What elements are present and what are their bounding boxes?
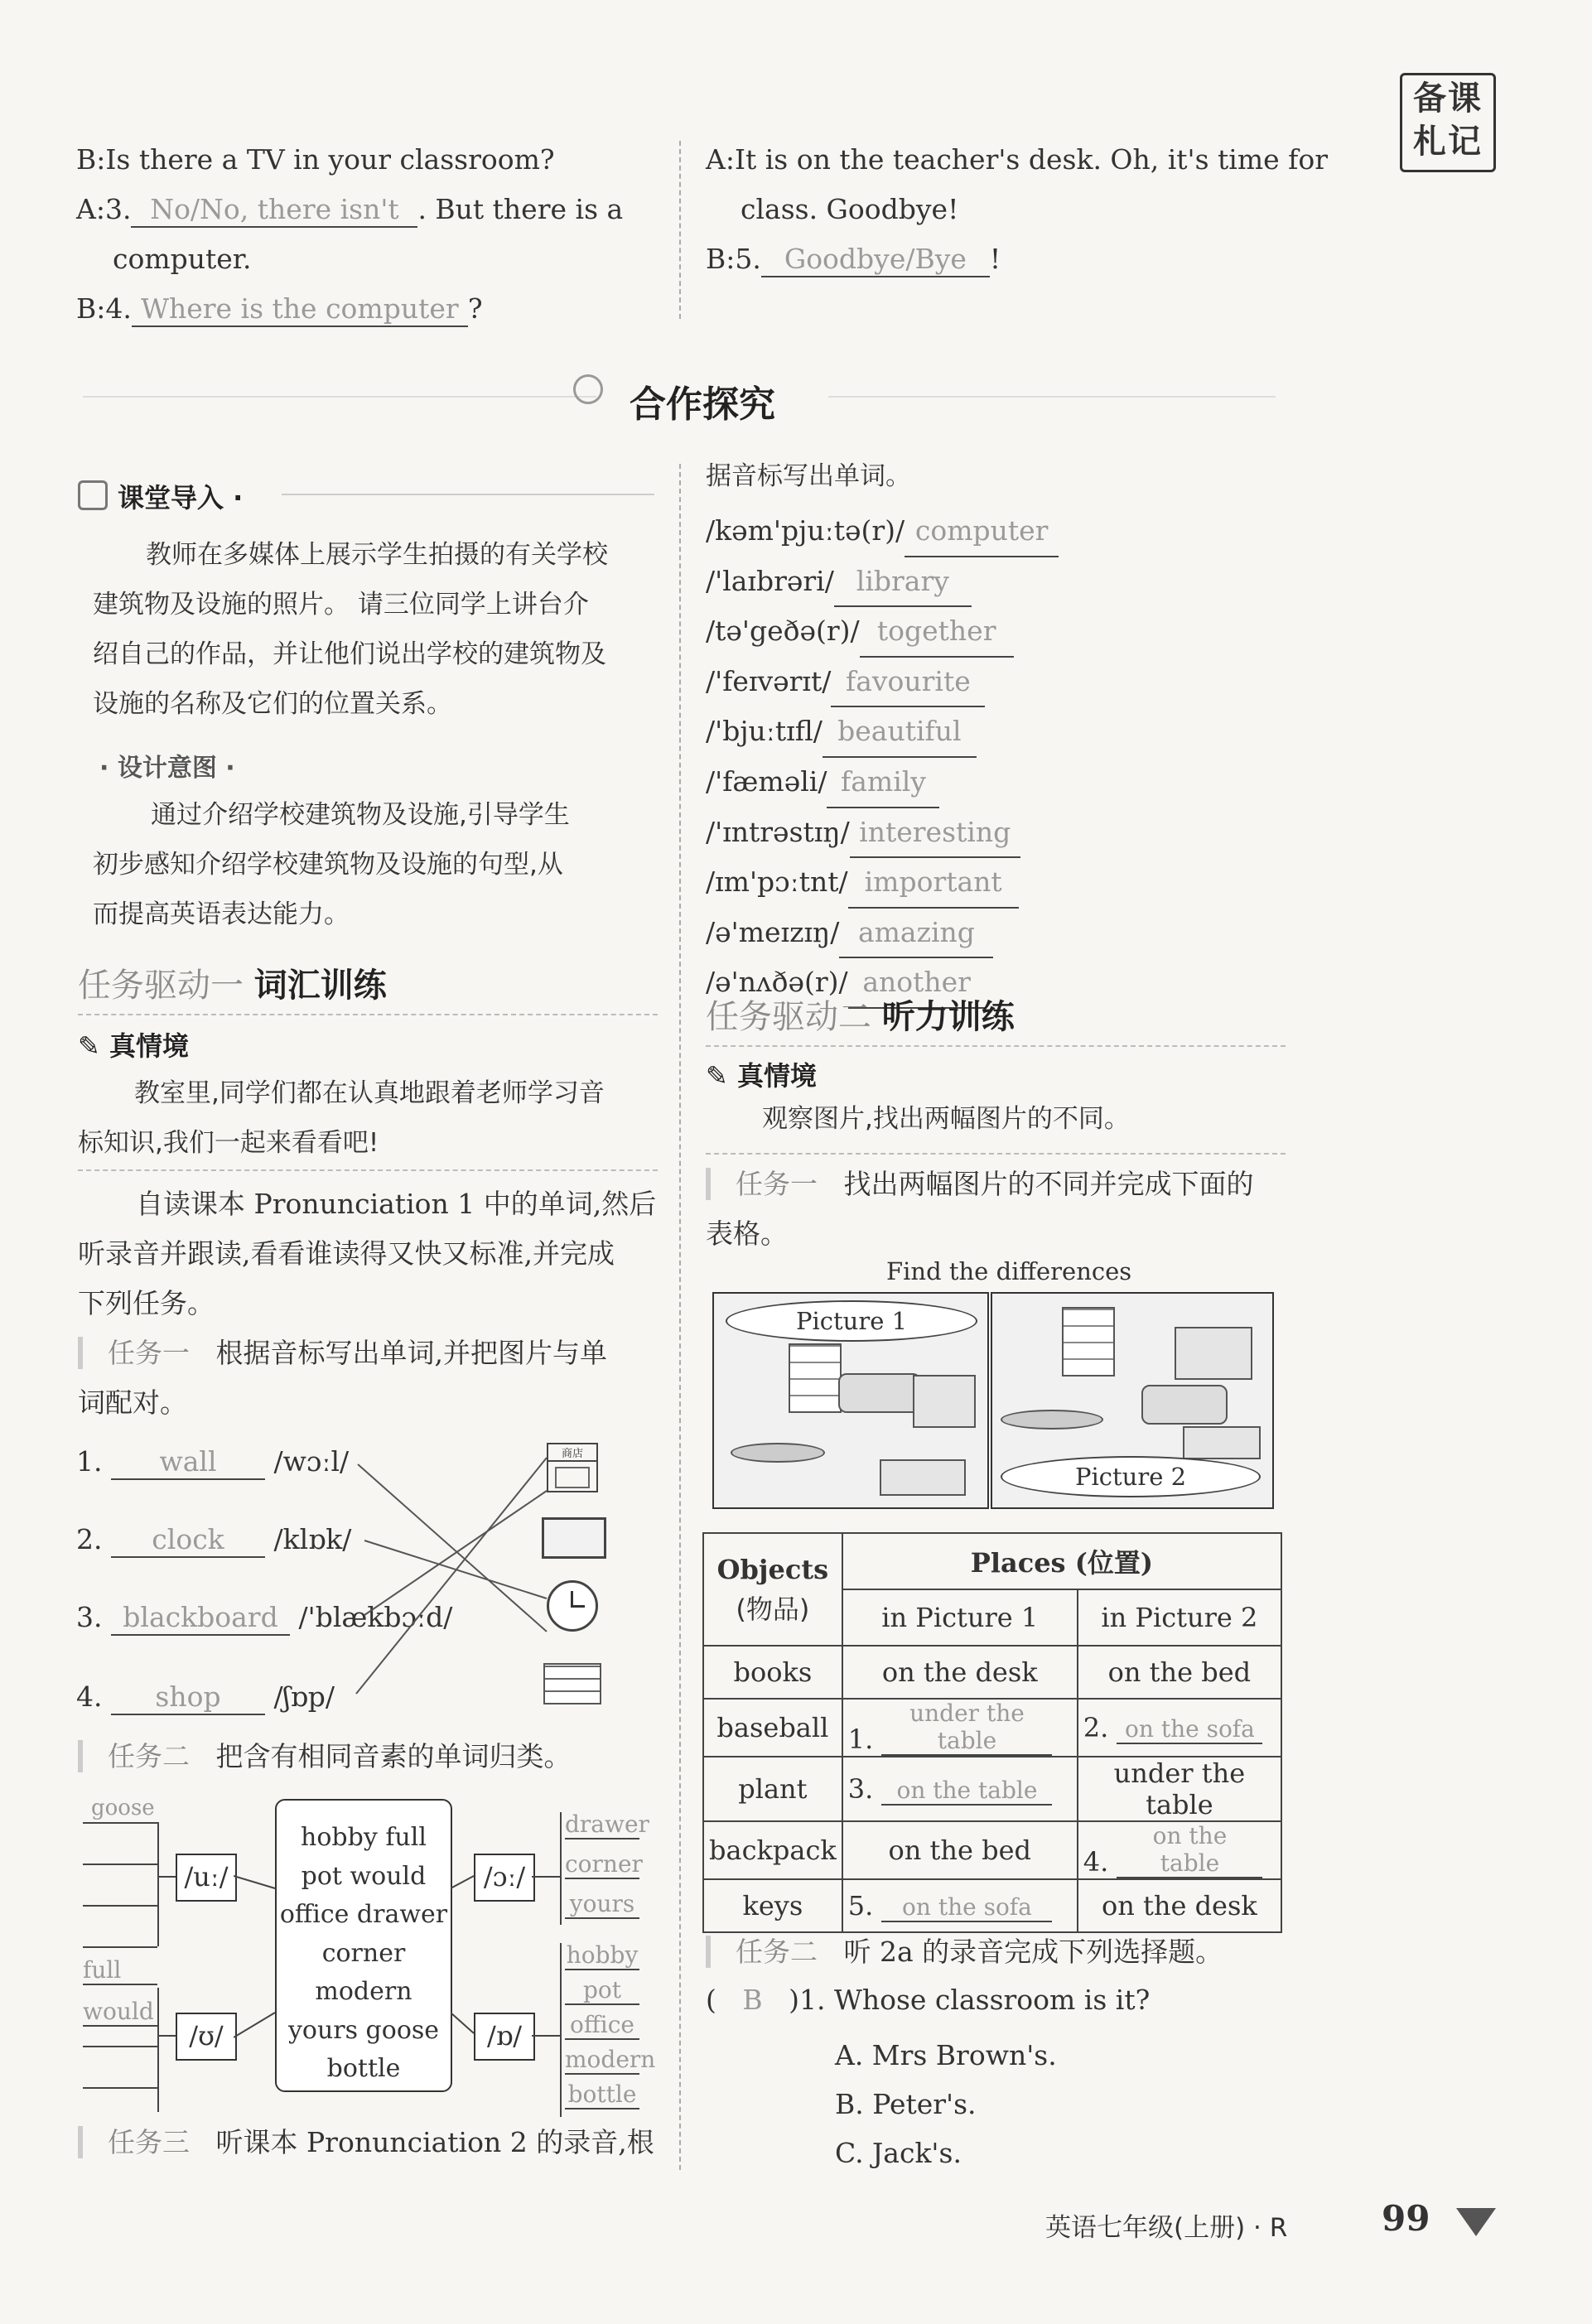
phoneme-u-long: /uː/ — [176, 1854, 237, 1902]
phonetic-item: /'feɪvərɪt/ favourite — [706, 658, 1059, 708]
sort-right-bottom-word: bottle — [565, 2081, 639, 2109]
dialogue-line: class. Goodbye! — [741, 193, 959, 225]
table-icon — [1001, 1410, 1103, 1430]
task2-instruction: 任务二 把含有相同音素的单词归类。 — [78, 1739, 571, 1773]
phonetic-item: /'fæməli/ family — [706, 758, 1059, 808]
sofa-icon — [1141, 1385, 1228, 1425]
table-row: plant 3. on the table under the table — [703, 1757, 1281, 1821]
phonetic-item: /ə'meɪzɪŋ/ amazing — [706, 909, 1059, 959]
section-divider-right — [828, 396, 1276, 398]
sort-word-box: hobby full pot would office drawer corner modern yours goose bottle — [275, 1799, 452, 2092]
match-row-2: 2. clock /klɒk/ — [76, 1522, 351, 1558]
phonetic-item: /ə'nʌðə(r)/ another — [706, 958, 1059, 1009]
sort-right-top-word: yours — [565, 1890, 639, 1919]
dialogue-line: B:4. Where is the computer ? — [76, 292, 483, 327]
table-row: keys 5. on the sofa on the desk — [703, 1879, 1281, 1932]
sort-left-top-word: goose — [91, 1796, 155, 1820]
question-options: A. Mrs Brown's. B. Peter's. C. Jack's. — [835, 2039, 1057, 2169]
phonetic-list — [706, 507, 1059, 1009]
sofa-icon — [838, 1373, 921, 1413]
blackboard-icon — [542, 1517, 606, 1559]
picture-2 — [991, 1292, 1274, 1509]
answer-blank: Goodbye/Bye — [761, 242, 990, 277]
self-read-instructions: 自读课本 Pronunciation 1 中的单词,然后 听录音并跟读,看看谁读得又快又标准,并完成 下列任务。 — [78, 1188, 657, 1319]
page-number: 99 — [1382, 2198, 1430, 2239]
intro-heading: 课堂导入 · — [118, 482, 244, 513]
intro-body: 教师在多媒体上展示学生拍摄的有关学校 建筑物及设施的照片。 请三位同学上讲台介 绍自己的作品，并让他们说出学校的建筑物及 设施的名称及它们的位置关系。 — [93, 540, 608, 719]
dialogue-line: A:It is on the teacher's desk. Oh, it's time for — [706, 143, 1329, 176]
match-row-3: 3. blackboard /'blækbɔːd/ — [76, 1600, 452, 1636]
listen-task1-instruction: 任务一 找出两幅图片的不同并完成下面的 表格。 — [706, 1168, 1254, 1250]
answer-blank: Where is the computer — [132, 292, 468, 327]
phonetic-item: /'laɪbrəri/ library — [706, 557, 1059, 608]
table-row: books on the desk on the bed — [703, 1646, 1281, 1699]
real-context-2-body: 观察图片,找出两幅图片的不同。 — [762, 1104, 1130, 1134]
phonetic-intro: 据音标写出单词。 — [706, 461, 911, 491]
question-1: ( B )1. Whose classroom is it? — [706, 1984, 1151, 2016]
design-heading: · 设计意图 · — [99, 754, 235, 783]
table-row: backpack on the bed 4. on the table — [703, 1821, 1281, 1879]
dialogue-line: B:Is there a TV in your classroom? — [76, 143, 555, 176]
desk-icon — [1175, 1327, 1252, 1380]
phonetic-item: /'ɪntrəstɪŋ/ interesting — [706, 808, 1059, 859]
match-row-4: 4. shop /ʃɒp/ — [76, 1680, 335, 1715]
clock-icon — [547, 1580, 598, 1632]
task1-instruction: 任务一 根据音标写出单词,并把图片与单 词配对。 — [78, 1337, 607, 1419]
bookshelf-icon — [789, 1343, 842, 1413]
dialogue-line: A:3. No/No, there isn't . But there is a — [76, 192, 623, 228]
design-body: 通过介绍学校建筑物及设施,引导学生 初步感知介绍学校建筑物及设施的句型,从 而提高英语表达能力。 — [93, 800, 570, 929]
phoneme-o-long: /ɔː/ — [474, 1854, 535, 1902]
sort-right-bottom-word: modern — [565, 2046, 656, 2073]
section-title: 合作探究 — [630, 383, 775, 426]
desk-icon — [913, 1375, 976, 1428]
picture-caption: Find the differences — [886, 1257, 1132, 1285]
bed-icon — [880, 1459, 966, 1496]
sort-right-bottom-word: hobby — [566, 1941, 639, 1969]
sort-left-bottom-word: would — [83, 1998, 157, 2027]
real-context-body: 教室里,同学们都在认真地跟着老师学习音 标知识,我们一起来看看吧! — [78, 1078, 605, 1158]
match-row-1: 1. wall /wɔːl/ — [76, 1444, 349, 1480]
question-answer: B — [742, 1984, 763, 2016]
phonetic-item: /tə'geðə(r)/ together — [706, 607, 1059, 658]
differences-table: Objects (物品) Places (位置) in Picture 1 in Picture 2 books on the desk on the bed baseball 1. under the table 2. on the sofa plant 3. on the table under the table backpack on the bed 4. on the table keys 5. on the sofa on the desk — [702, 1532, 1282, 1933]
phonetic-item: /'bjuːtɪfl/ beautiful — [706, 707, 1059, 758]
footer-book: 英语七年级(上册) · R — [1045, 2213, 1288, 2243]
task-drive-1-title: 任务驱动一 词汇训练 — [78, 967, 387, 1005]
sort-right-top-word: drawer — [565, 1811, 649, 1838]
dialogue-line: computer. — [113, 243, 252, 275]
wall-icon — [543, 1663, 601, 1704]
answer-blank: No/No, there isn't — [131, 192, 417, 228]
task3-instruction: 任务三 听课本 Pronunciation 2 的录音,根 — [78, 2125, 654, 2159]
matching-lines — [348, 1441, 563, 1714]
note-icon — [78, 480, 108, 510]
real-context-2-heading: ✎ 真情境 — [706, 1060, 817, 1092]
picture-1-label: Picture 1 — [726, 1300, 977, 1342]
picture-2-label: Picture 2 — [1001, 1456, 1261, 1497]
bookshelf-icon — [1062, 1307, 1115, 1377]
table-icon — [731, 1443, 825, 1463]
magnifier-icon — [573, 374, 603, 404]
sort-right-bottom-word: office — [565, 2011, 639, 2040]
sort-left-bottom-word: full — [83, 1956, 157, 1985]
phonetic-item: /ɪm'pɔːtnt/ important — [706, 858, 1059, 909]
bed-icon — [1183, 1426, 1261, 1459]
section-divider-left — [83, 396, 596, 398]
corner-arrow-icon — [1456, 2208, 1496, 2236]
table-row: baseball 1. under the table 2. on the sofa — [703, 1699, 1281, 1757]
shop-icon: 商店 — [547, 1443, 598, 1492]
real-context-heading: ✎ 真情境 — [78, 1030, 189, 1062]
corner-stamp: 备课札记 — [1400, 73, 1496, 172]
phonetic-item: /kəm'pjuːtə(r)/ computer — [706, 507, 1059, 557]
task-drive-2-title: 任务驱动二 听力训练 — [706, 998, 1015, 1036]
dialogue-line: B:5. Goodbye/Bye ! — [706, 242, 1001, 277]
phoneme-o-short: /ɒ/ — [474, 2013, 535, 2061]
sort-right-bottom-word: pot — [565, 1976, 639, 2005]
sort-connectors-right — [451, 1847, 475, 2062]
listen-task2-instruction: 任务二 听 2a 的录音完成下列选择题。 — [706, 1935, 1223, 1969]
sort-right-top-word: corner — [565, 1850, 643, 1878]
phoneme-u-short: /ʊ/ — [176, 2013, 237, 2061]
picture-1 — [712, 1292, 989, 1509]
